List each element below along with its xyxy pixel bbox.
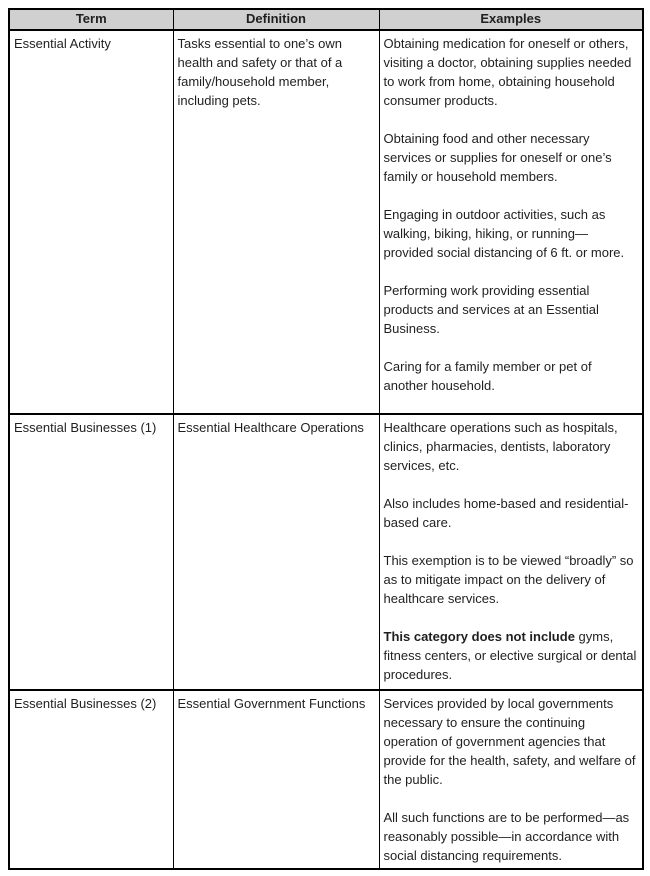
table-row <box>9 414 643 690</box>
definitions-table <box>8 8 644 870</box>
term-cell: Essential Businesses (2) <box>9 690 173 869</box>
column-header-term: Term <box>9 9 173 30</box>
example-paragraph <box>384 281 638 338</box>
table-row <box>9 690 643 869</box>
text-segment: gyms, fitness centers, or elective surgical or dental procedures. <box>383 629 637 682</box>
example-paragraph <box>384 494 638 532</box>
term-cell: Essential Activity <box>9 30 173 414</box>
example-paragraph <box>384 129 638 186</box>
example-paragraph <box>384 808 638 865</box>
text-segment: Obtaining medication for oneself or others, visiting a doctor, obtaining supplies needed to work from home, obtaining household consumer products. <box>383 36 632 108</box>
example-paragraph <box>384 627 638 684</box>
text-segment: Performing work providing essential products and services at an Essential Business. <box>383 283 599 336</box>
example-paragraph <box>384 357 638 395</box>
examples-cell <box>379 30 643 414</box>
term-cell: Essential Businesses (1) <box>9 414 173 690</box>
bold-text: This category does not include <box>383 629 575 644</box>
text-segment: This exemption is to be viewed “broadly” so as to mitigate impact on the delivery of healthcare services. <box>383 553 634 606</box>
text-segment: Engaging in outdoor activities, such as walking, biking, hiking, or running—provided social distancing of 6 ft. or more. <box>383 207 625 260</box>
table-row <box>9 30 643 414</box>
definition-cell: Tasks essential to one’s own health and safety or that of a family/household member, including pets. <box>173 30 379 414</box>
example-paragraph <box>384 418 638 475</box>
definition-cell: Essential Healthcare Operations <box>173 414 379 690</box>
definition-cell: Essential Government Functions <box>173 690 379 869</box>
table-header-row <box>9 9 643 30</box>
example-paragraph <box>384 551 638 608</box>
text-segment: Caring for a family member or pet of another household. <box>383 359 592 393</box>
text-segment: All such functions are to be performed—as reasonably possible—in accordance with social distancing requirements. <box>383 810 630 863</box>
column-header-definition: Definition <box>173 9 379 30</box>
example-paragraph <box>384 205 638 262</box>
text-segment: Also includes home-based and residential-based care. <box>383 496 629 530</box>
example-paragraph <box>384 694 638 789</box>
example-paragraph <box>384 34 638 110</box>
text-segment: Healthcare operations such as hospitals, clinics, pharmacies, dentists, laboratory services, etc. <box>383 420 618 473</box>
text-segment: Services provided by local governments necessary to ensure the continuing operation of government agencies that provide for the health, safety, and welfare of the public. <box>383 696 636 787</box>
examples-cell <box>379 690 643 869</box>
column-header-examples: Examples <box>379 9 643 30</box>
text-segment: Obtaining food and other necessary services or supplies for oneself or one’s family or household members. <box>383 131 612 184</box>
examples-cell <box>379 414 643 690</box>
